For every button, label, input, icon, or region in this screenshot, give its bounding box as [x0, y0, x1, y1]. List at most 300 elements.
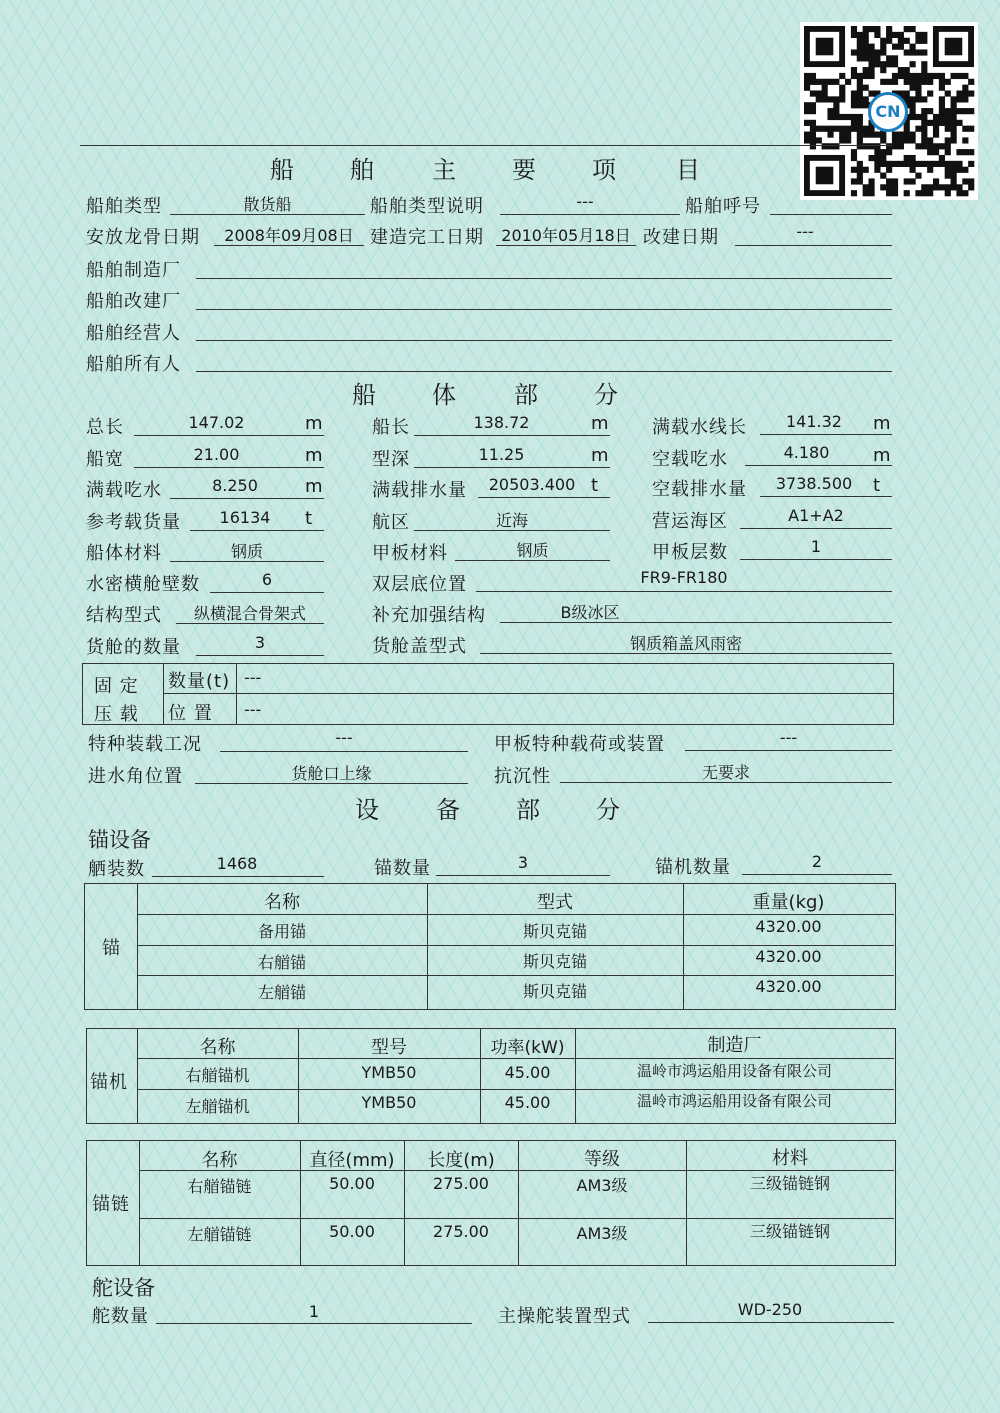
- qr-module: [822, 126, 828, 132]
- qr-module: [910, 73, 916, 79]
- qr-module: [921, 32, 927, 38]
- double-bottom-label: 双层底位置: [372, 574, 467, 595]
- qr-module: [933, 132, 939, 138]
- qr-module: [863, 49, 869, 55]
- table-cell: 三级锚链钢: [749, 1222, 830, 1241]
- qr-module: [863, 73, 869, 79]
- type-desc-label: 船舶类型说明: [370, 196, 484, 217]
- table-cell: AM3级: [576, 1224, 628, 1243]
- holds-label: 货舱的数量: [86, 637, 181, 658]
- qr-module: [939, 108, 945, 114]
- underline: [455, 560, 610, 561]
- qr-module: [904, 90, 910, 96]
- qr-module: [962, 73, 968, 79]
- table-cell: 4320.00: [755, 917, 822, 936]
- chain-header: 直径(mm): [309, 1150, 395, 1171]
- qr-module: [892, 44, 898, 50]
- chain-header: 材料: [772, 1148, 808, 1169]
- qr-module: [827, 108, 833, 114]
- hatch-label: 货舱盖型式: [372, 636, 467, 657]
- ballast-pos-label: 位 置: [168, 703, 213, 724]
- qr-module: [898, 73, 904, 79]
- qr-module: [857, 44, 863, 50]
- underline: [195, 783, 468, 784]
- full-draft-label: 满载吃水: [86, 480, 162, 501]
- qr-module: [833, 126, 839, 132]
- qr-module: [927, 108, 933, 114]
- rudder-count-value: 1: [308, 1302, 320, 1321]
- qr-module: [863, 44, 869, 50]
- deck-layers-label: 甲板层数: [652, 542, 728, 563]
- qr-module: [880, 38, 886, 44]
- qr-module: [939, 143, 945, 149]
- qr-module: [863, 85, 869, 91]
- qr-module: [886, 32, 892, 38]
- qr-module: [962, 190, 968, 196]
- underline: [210, 592, 324, 593]
- unit-t: t: [591, 475, 599, 496]
- qr-module: [921, 126, 927, 132]
- underline: [170, 561, 324, 562]
- keel-label: 安放龙骨日期: [86, 227, 200, 248]
- wl-value: 141.32: [786, 412, 842, 431]
- qr-module: [945, 79, 951, 85]
- qr-module: [945, 126, 951, 132]
- underline: [760, 496, 892, 497]
- qr-module: [910, 79, 916, 85]
- qr-module: [892, 32, 898, 38]
- qr-module: [892, 55, 898, 61]
- rudder-count-label: 舵数量: [92, 1306, 149, 1327]
- qr-module: [822, 79, 828, 85]
- full-disp-label: 满载排水量: [372, 480, 467, 501]
- qr-module: [857, 85, 863, 91]
- qr-module: [927, 190, 933, 196]
- qr-module: [892, 190, 898, 196]
- qr-module: [915, 38, 921, 44]
- qr-module: [921, 61, 927, 67]
- underline: [560, 782, 892, 783]
- table-cell: 右艏锚链: [187, 1177, 252, 1196]
- qr-module: [892, 61, 898, 67]
- qr-badge: CN: [868, 92, 908, 132]
- underline: [170, 214, 365, 215]
- deck-mat-label: 甲板材料: [372, 543, 448, 564]
- qr-module: [880, 79, 886, 85]
- qr-module: [956, 190, 962, 196]
- qr-module: [898, 132, 904, 138]
- underline: [760, 434, 892, 435]
- table-cell: 备用锚: [257, 922, 306, 941]
- top-rule: [80, 145, 892, 146]
- underline: [152, 876, 324, 877]
- table-cell: 斯贝克锚: [522, 982, 587, 1001]
- underline: [220, 751, 468, 752]
- qr-module: [863, 67, 869, 73]
- qr-module: [951, 73, 957, 79]
- underline: [685, 750, 892, 751]
- qr-module: [845, 137, 851, 143]
- table-cell: 温岭市鸿运船用设备有限公司: [636, 1092, 832, 1110]
- table-cell: 右艏锚机: [185, 1066, 250, 1085]
- qr-module: [898, 67, 904, 73]
- qr-module: [945, 143, 951, 149]
- qr-module: [833, 79, 839, 85]
- qr-module: [804, 132, 810, 138]
- complete-value: 2010年05月18日: [501, 226, 631, 245]
- windlass-table-label: 锚机: [90, 1072, 128, 1093]
- qr-module: [945, 190, 951, 196]
- flood-angle-label: 进水角位置: [88, 766, 183, 787]
- unit-m: m: [305, 413, 323, 434]
- anchor-header: 重量(kg): [752, 892, 825, 913]
- qr-module: [945, 137, 951, 143]
- qr-module: [857, 38, 863, 44]
- qr-module: [868, 90, 874, 96]
- qr-module: [915, 49, 921, 55]
- qr-module: [851, 67, 857, 73]
- qr-module: [904, 132, 910, 138]
- qr-module: [863, 32, 869, 38]
- qr-module: [827, 126, 833, 132]
- qr-module: [886, 79, 892, 85]
- qr-module: [822, 85, 828, 91]
- builder-label: 船舶制造厂: [86, 260, 181, 281]
- qr-module: [956, 96, 962, 102]
- underline: [478, 497, 610, 498]
- rebuild-label: 改建日期: [643, 227, 719, 248]
- qr-module: [939, 79, 945, 85]
- underline: [196, 278, 892, 279]
- qr-module: [898, 44, 904, 50]
- table-cell: 右艏锚: [257, 953, 306, 972]
- qr-module: [857, 96, 863, 102]
- qr-module: [857, 102, 863, 108]
- qr-module: [956, 108, 962, 114]
- qr-module: [833, 108, 839, 114]
- anchor-header: 型式: [537, 892, 573, 913]
- beam-value: 21.00: [193, 445, 240, 464]
- ballast-pos-value: ---: [244, 700, 262, 719]
- underline: [196, 340, 892, 341]
- qr-module: [827, 114, 833, 120]
- flood-angle-value: 货舱口上缘: [291, 764, 372, 783]
- underline: [134, 467, 324, 468]
- light-disp-label: 空载排水量: [652, 479, 747, 500]
- qr-module: [833, 96, 839, 102]
- qr-module: [816, 126, 822, 132]
- unit-m: m: [591, 445, 609, 466]
- qr-module: [845, 114, 851, 120]
- qr-module: [863, 38, 869, 44]
- qr-module: [851, 32, 857, 38]
- qr-module: [951, 132, 957, 138]
- qr-module: [904, 49, 910, 55]
- qr-module: [951, 137, 957, 143]
- table-cell: 左艏锚链: [187, 1225, 252, 1244]
- underline: [500, 622, 892, 623]
- qr-module: [804, 108, 810, 114]
- hull-mat-label: 船体材料: [86, 543, 162, 564]
- ship-type-label: 船舶类型: [86, 196, 162, 217]
- qr-module: [962, 85, 968, 91]
- qr-module: [868, 26, 874, 32]
- qr-module: [874, 55, 880, 61]
- qr-module: [868, 49, 874, 55]
- qr-module: [910, 132, 916, 138]
- underline: [414, 530, 610, 531]
- divider: [137, 975, 894, 976]
- hatch-value: 钢质箱盖风雨密: [629, 634, 742, 653]
- qr-module: [845, 126, 851, 132]
- underline: [742, 874, 892, 875]
- deck-layers-value: 1: [810, 537, 822, 556]
- qr-module: [956, 184, 962, 190]
- qr-module: [810, 102, 816, 108]
- qr-module: [951, 108, 957, 114]
- underline: [190, 530, 324, 531]
- qr-module: [927, 90, 933, 96]
- qr-module: [951, 120, 957, 126]
- reinforce-value: B级冰区: [560, 603, 620, 622]
- qr-module: [880, 184, 886, 190]
- windlass-count-label: 锚机数量: [655, 857, 731, 878]
- qr-module: [810, 120, 816, 126]
- qr-module: [892, 137, 898, 143]
- qr-module: [868, 44, 874, 50]
- light-draft-label: 空载吃水: [652, 449, 728, 470]
- qr-module: [945, 108, 951, 114]
- anchor-heading: 锚设备: [88, 828, 151, 852]
- qr-module: [839, 96, 845, 102]
- qr-module: [956, 120, 962, 126]
- qr-module: [951, 102, 957, 108]
- op-area-label: 营运海区: [652, 511, 728, 532]
- qr-module: [857, 126, 863, 132]
- chain-header: 长度(m): [427, 1150, 495, 1171]
- qr-module: [915, 96, 921, 102]
- qr-module: [880, 61, 886, 67]
- underline: [196, 371, 892, 372]
- qr-module: [845, 79, 851, 85]
- qr-module: [868, 55, 874, 61]
- cargo-value: 16134: [219, 508, 271, 527]
- underline: [740, 559, 892, 560]
- ballast-qty-value: ---: [244, 668, 262, 687]
- lbp-label: 船长: [372, 417, 410, 438]
- qr-module: [863, 96, 869, 102]
- qr-module: [839, 114, 845, 120]
- qr-module: [845, 132, 851, 138]
- qr-module: [921, 137, 927, 143]
- underline: [436, 875, 610, 876]
- underline: [740, 528, 892, 529]
- qr-module: [921, 114, 927, 120]
- qr-module: [915, 73, 921, 79]
- chain-header: 等级: [584, 1149, 620, 1170]
- qr-module: [874, 32, 880, 38]
- qr-module: [851, 102, 857, 108]
- qr-module: [851, 120, 857, 126]
- qr-module: [857, 90, 863, 96]
- anchor-table-label: 锚: [102, 938, 121, 959]
- qr-module: [915, 79, 921, 85]
- qr-module: [956, 73, 962, 79]
- qr-module: [939, 120, 945, 126]
- qr-module: [945, 184, 951, 190]
- structure-label: 结构型式: [86, 605, 162, 626]
- special-load-value: ---: [335, 728, 353, 747]
- table-cell: 45.00: [504, 1063, 551, 1082]
- hull-section-title: 船 体 部 分: [352, 381, 618, 409]
- depth-value: 11.25: [478, 445, 525, 464]
- double-bottom-value: FR9-FR180: [640, 568, 728, 587]
- qr-module: [839, 85, 845, 91]
- qr-module: [863, 132, 869, 138]
- qr-module: [904, 137, 910, 143]
- qr-module: [904, 79, 910, 85]
- qr-module: [915, 143, 921, 149]
- qr-module: [921, 108, 927, 114]
- qr-module: [898, 32, 904, 38]
- unit-m: m: [305, 476, 323, 497]
- operator-label: 船舶经营人: [86, 323, 181, 344]
- ballast-qty-label: 数量(t): [168, 671, 231, 692]
- table-cell: 三级锚链钢: [749, 1174, 830, 1193]
- qr-module: [910, 102, 916, 108]
- qr-module: [892, 184, 898, 190]
- qr-module: [933, 73, 939, 79]
- qr-module: [933, 184, 939, 190]
- qr-module: [810, 90, 816, 96]
- qr-module: [910, 137, 916, 143]
- qr-module: [816, 137, 822, 143]
- qr-module: [968, 108, 974, 114]
- qr-module: [822, 96, 828, 102]
- qr-module: [868, 190, 874, 196]
- chain-header: 名称: [201, 1150, 238, 1171]
- qr-module: [951, 126, 957, 132]
- qr-module: [910, 96, 916, 102]
- underline: [500, 214, 680, 215]
- underline: [496, 245, 636, 246]
- qr-module: [827, 96, 833, 102]
- qr-module: [816, 79, 822, 85]
- qr-module: [874, 61, 880, 67]
- table-cell: 4320.00: [755, 947, 822, 966]
- qr-module: [933, 114, 939, 120]
- qr-module: [915, 90, 921, 96]
- qr-module: [951, 96, 957, 102]
- qr-module: [962, 96, 968, 102]
- underline: [476, 591, 892, 592]
- unit-m: m: [873, 445, 891, 466]
- rebuilder-label: 船舶改建厂: [86, 291, 181, 312]
- qr-module: [851, 114, 857, 120]
- underline: [480, 653, 892, 654]
- qr-module: [816, 90, 822, 96]
- qr-module: [851, 190, 857, 196]
- qr-module: [851, 49, 857, 55]
- ballast-label-1: 固 定: [94, 676, 139, 697]
- qr-module: [904, 38, 910, 44]
- qr-module: [880, 132, 886, 138]
- qr-module: [898, 143, 904, 149]
- qr-module: [921, 190, 927, 196]
- qr-module: [851, 126, 857, 132]
- qr-module: [851, 26, 857, 32]
- underline: [414, 435, 610, 436]
- windlass-header: 名称: [199, 1037, 236, 1058]
- qr-module: [910, 114, 916, 120]
- underline: [170, 498, 324, 499]
- qr-module: [886, 61, 892, 67]
- underline: [745, 465, 892, 466]
- qr-module: [968, 184, 974, 190]
- qr-module: [857, 49, 863, 55]
- unit-m: m: [873, 413, 891, 434]
- qr-module: [886, 26, 892, 32]
- qr-finder: [945, 38, 963, 56]
- unit-m: m: [591, 413, 609, 434]
- deck-special-label: 甲板特种载荷或装置: [494, 734, 665, 755]
- qr-module: [822, 90, 828, 96]
- qr-module: [857, 137, 863, 143]
- qr-module: [951, 184, 957, 190]
- table-cell: 温岭市鸿运船用设备有限公司: [636, 1062, 832, 1080]
- qr-module: [863, 190, 869, 196]
- qr-module: [951, 114, 957, 120]
- anchor-count-label: 锚数量: [374, 858, 431, 879]
- table-cell: 斯贝克锚: [522, 952, 587, 971]
- qr-module: [810, 73, 816, 79]
- windlass-count-value: 2: [811, 852, 823, 871]
- steering-gear-label: 主操舵装置型式: [498, 1306, 631, 1327]
- qr-module: [839, 73, 845, 79]
- depth-label: 型深: [372, 449, 410, 470]
- anchor-count-value: 3: [517, 853, 529, 872]
- qr-module: [910, 108, 916, 114]
- qr-module: [921, 120, 927, 126]
- qr-module: [921, 49, 927, 55]
- windlass-header: 制造厂: [707, 1035, 762, 1056]
- qr-module: [933, 126, 939, 132]
- qr-module: [962, 108, 968, 114]
- table-cell: YMB50: [361, 1063, 417, 1082]
- underline: [196, 309, 892, 310]
- unit-m: m: [305, 445, 323, 466]
- qr-module: [927, 79, 933, 85]
- qr-module: [927, 143, 933, 149]
- reinforce-label: 补充加强结构: [372, 605, 486, 626]
- qr-module: [927, 73, 933, 79]
- qr-module: [880, 49, 886, 55]
- keel-value: 2008年09月08日: [224, 226, 354, 245]
- outfit-value: 1468: [216, 854, 258, 873]
- sink-value: 无要求: [701, 763, 750, 782]
- qr-module: [915, 85, 921, 91]
- qr-finder: [816, 38, 834, 56]
- qr-module: [810, 137, 816, 143]
- qr-module: [915, 126, 921, 132]
- qr-module: [857, 132, 863, 138]
- qr-module: [921, 73, 927, 79]
- qr-module: [915, 32, 921, 38]
- divider: [137, 914, 894, 915]
- qr-module: [810, 126, 816, 132]
- windlass-header: 功率(kW): [490, 1038, 565, 1058]
- table-cell: 4320.00: [755, 977, 822, 996]
